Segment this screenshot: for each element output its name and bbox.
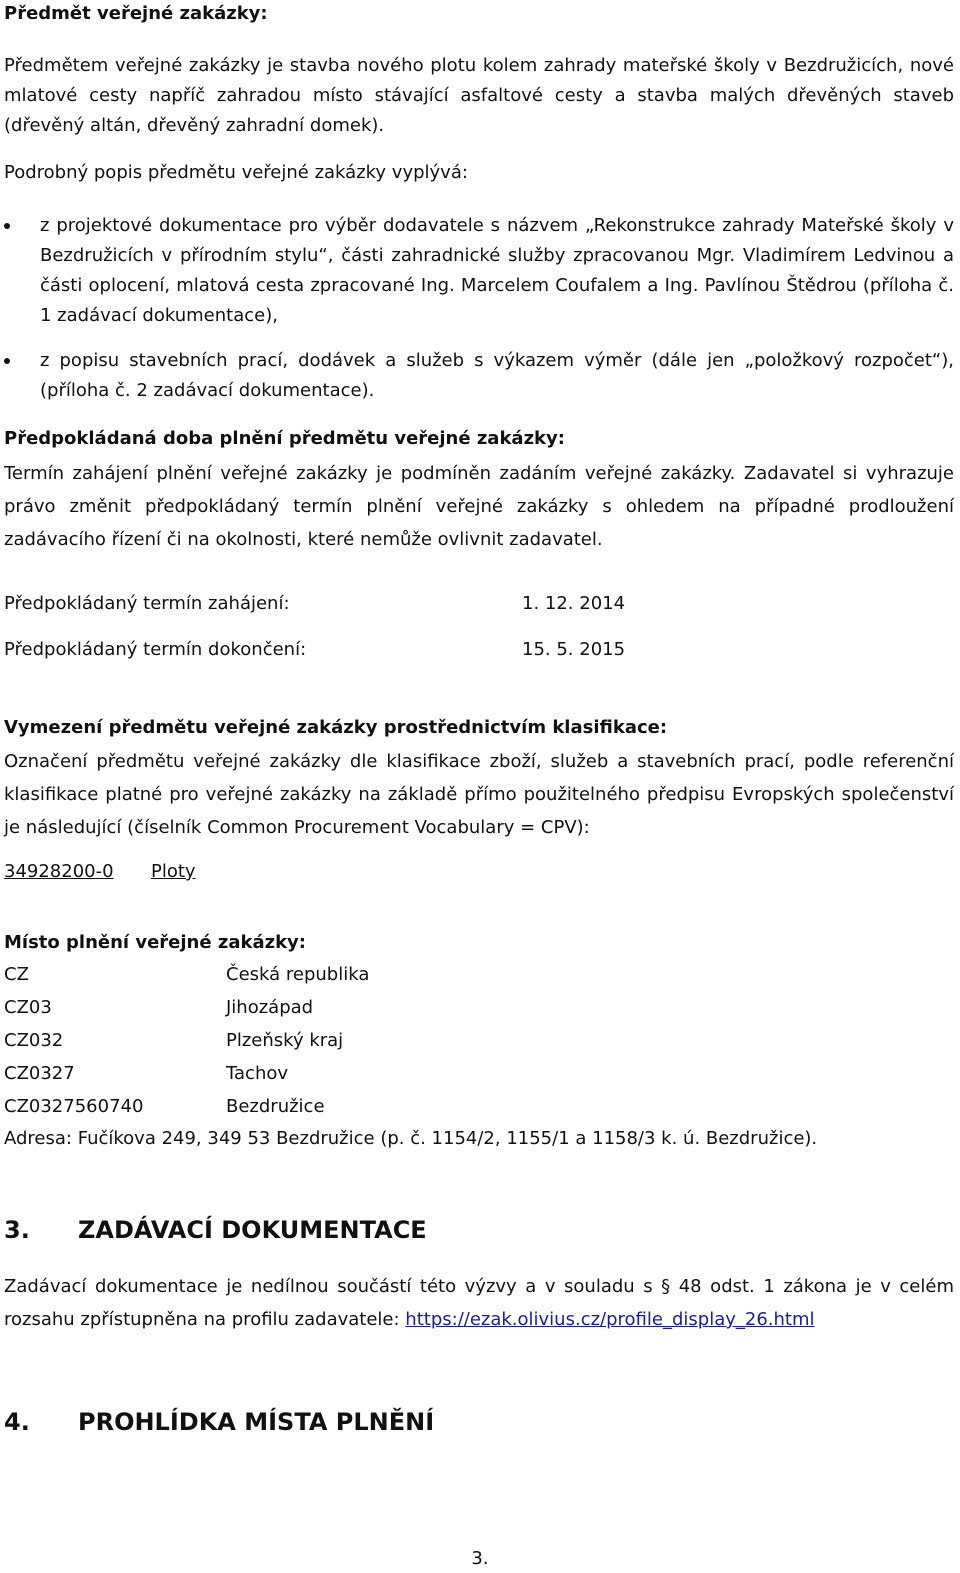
section-3-title: ZADÁVACÍ DOKUMENTACE bbox=[78, 1216, 427, 1244]
subject-paragraph: Předmětem veřejné zakázky je stavba nového plotu kolem zahrady mateřské školy v Bezdružicích, nové mlatové cesty napříč zahradou místo stávající asfaltové cesty a stavba malých dřevěných staveb (dřevěný altán, dřevěný zahradní domek). bbox=[4, 55, 954, 136]
page-number: 3. bbox=[471, 1548, 489, 1569]
location-code: CZ032 bbox=[4, 1030, 64, 1051]
profile-link[interactable]: https://ezak.olivius.cz/profile_display_26.html bbox=[405, 1309, 815, 1330]
cpv-row bbox=[4, 857, 196, 887]
location-name: Česká republika bbox=[226, 964, 370, 985]
location-name: Tachov bbox=[226, 1063, 289, 1084]
location-heading: Místo plnění veřejné zakázky: bbox=[4, 932, 306, 953]
duration-heading: Předpokládaná doba plnění předmětu veřejné zakázky: bbox=[4, 428, 565, 449]
location-code: CZ0327560740 bbox=[4, 1096, 144, 1117]
cpv-code: 34928200-0 bbox=[4, 861, 114, 882]
location-row bbox=[4, 960, 369, 990]
classification-text: Označení předmětu veřejné zakázky dle klasifikace zboží, služeb a stavebních prací, podle referenční klasifikace platné pro veřejné zakázky na základě přímo použitelného předpisu Evropských společenství je následující (číselník Common Procurement Vocabulary = CPV): bbox=[4, 751, 954, 838]
location-code: CZ03 bbox=[4, 997, 52, 1018]
location-code: CZ0327 bbox=[4, 1063, 75, 1084]
start-date-row bbox=[4, 589, 625, 619]
section-3-paragraph: Zadávací dokumentace je nedílnou součástí této výzvy a v souladu s § 48 odst. 1 zákona je v celém rozsahu zpřístupněna na profilu zadavatele: bbox=[4, 1276, 954, 1330]
location-row bbox=[4, 993, 313, 1023]
duration-text: Termín zahájení plnění veřejné zakázky je podmíněn zadáním veřejné zakázky. Zadavatel si vyhrazuje právo změnit předpokládaný termín plnění veřejné zakázky s ohledem na případné prodloužení zadávacího řízení či na okolnosti, které nemůže ovlivnit zadavatel. bbox=[4, 463, 954, 550]
location-name: Plzeňský kraj bbox=[226, 1030, 344, 1051]
classification-heading: Vymezení předmětu veřejné zakázky prostřednictvím klasifikace: bbox=[4, 717, 668, 738]
location-row bbox=[4, 1026, 343, 1056]
end-date-value: 15. 5. 2015 bbox=[522, 639, 626, 660]
section-3-heading bbox=[4, 1212, 427, 1248]
location-row bbox=[4, 1059, 288, 1089]
location-name: Jihozápad bbox=[226, 997, 314, 1018]
section-4-heading bbox=[4, 1404, 434, 1440]
section-4-title: PROHLÍDKA MÍSTA PLNĚNÍ bbox=[78, 1408, 435, 1436]
cpv-name: Ploty bbox=[151, 861, 196, 882]
list-item: z projektové dokumentace pro výběr dodavatele s názvem „Rekonstrukce zahrady Mateřské školy v Bezdružicích v přírodním stylu“, části zahradnické služby zpracovanou Mgr. Vladimírem Ledvinou a části oplocení, mlatová cesta zpracované Ing. Marcelem Coufalem a Ing. Pavlínou Štědrou (příloha č. 1 zadávací dokumentace), bbox=[40, 215, 954, 326]
subject-heading: Předmět veřejné zakázky: bbox=[4, 3, 268, 24]
section-3-number: 3. bbox=[4, 1216, 30, 1244]
location-address: Adresa: Fučíkova 249, 349 53 Bezdružice (p. č. 1154/2, 1155/1 a 1158/3 k. ú. Bezdružice). bbox=[4, 1128, 818, 1149]
location-row bbox=[4, 1092, 325, 1122]
start-date-value: 1. 12. 2014 bbox=[522, 593, 626, 614]
list-item: z popisu stavebních prací, dodávek a služeb s výkazem výměr (dále jen „položkový rozpočet“), (příloha č. 2 zadávací dokumentace). bbox=[40, 350, 954, 401]
end-date-row bbox=[4, 635, 625, 665]
end-date-label: Předpokládaný termín dokončení: bbox=[4, 639, 307, 660]
section-4-number: 4. bbox=[4, 1408, 30, 1436]
location-code: CZ bbox=[4, 964, 29, 985]
start-date-label: Předpokládaný termín zahájení: bbox=[4, 593, 290, 614]
section-3-text bbox=[4, 1270, 954, 1336]
location-name: Bezdružice bbox=[226, 1096, 325, 1117]
subject-detail-intro: Podrobný popis předmětu veřejné zakázky vyplývá: bbox=[4, 162, 468, 183]
